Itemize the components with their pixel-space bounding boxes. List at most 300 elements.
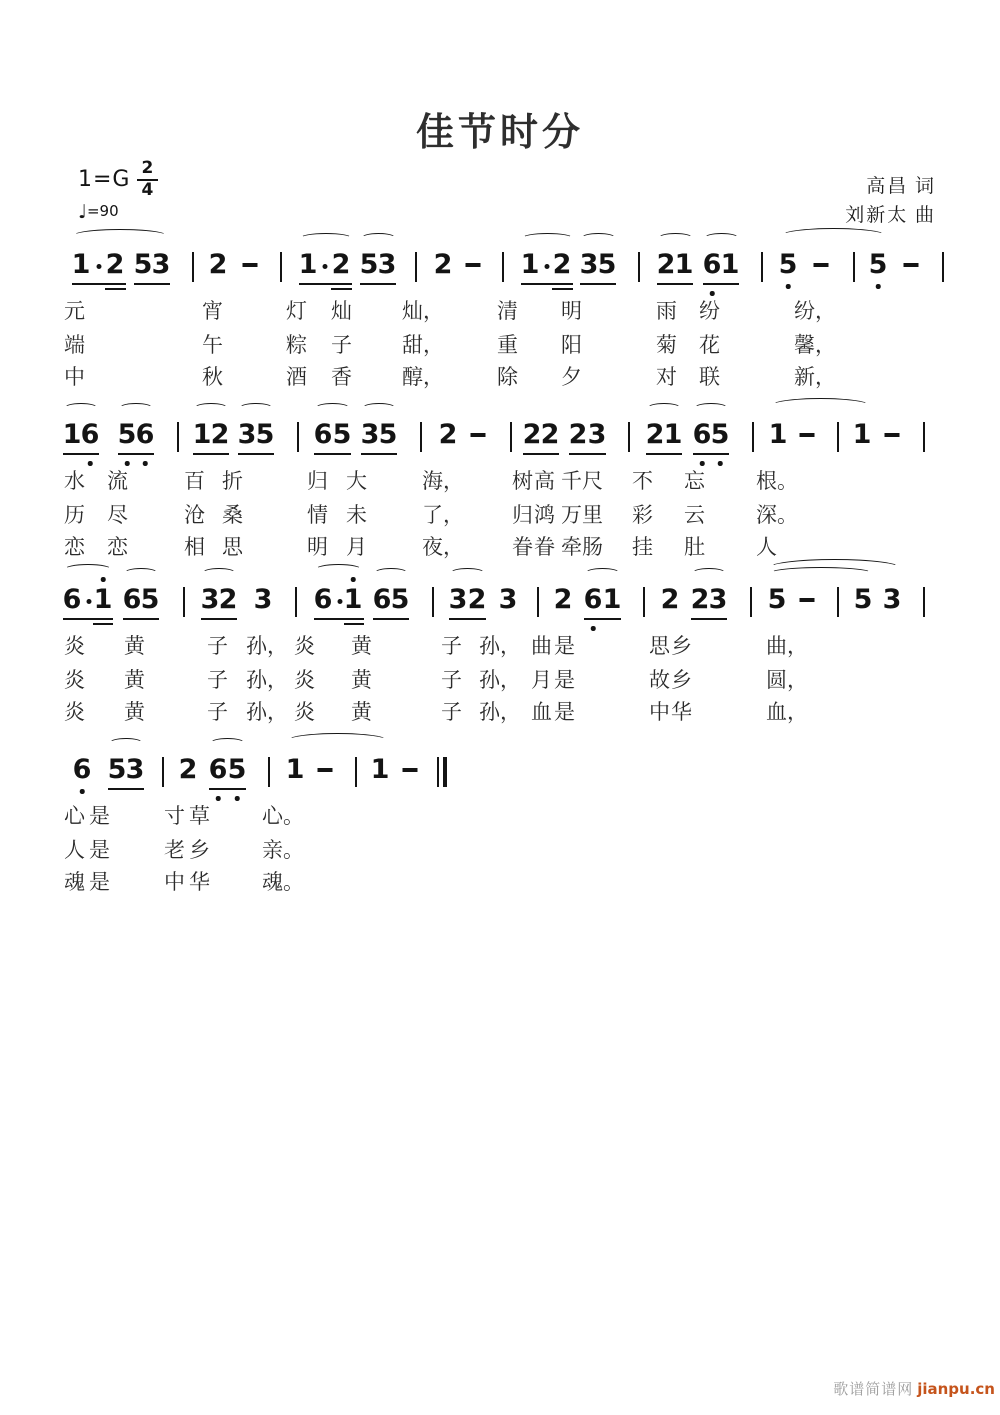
lyric-syllable: 折 <box>222 469 243 493</box>
barline <box>355 757 357 787</box>
slur-arc <box>704 233 739 243</box>
lyric-syllable: 思 <box>222 535 243 559</box>
beam-line-2 <box>93 623 113 625</box>
note-digit: 5 <box>378 419 398 450</box>
barline <box>853 252 855 282</box>
quarter-note-icon: ♩ <box>78 201 87 223</box>
slur-arc <box>450 568 485 578</box>
lyric-syllable: 纷 <box>699 299 720 323</box>
lyric-syllable: 彩 <box>632 503 653 527</box>
note-digit: 5 <box>332 419 352 450</box>
slur-arc <box>109 738 143 748</box>
lyric-syllable: 水 <box>64 469 85 493</box>
slur-arc <box>64 403 98 413</box>
lyric-syllable: 清 <box>497 299 518 323</box>
note-digit: 3 <box>587 419 607 450</box>
lyric-syllable: 炎 <box>294 700 315 724</box>
key-label: 1=G <box>78 167 131 193</box>
lyric-syllable: 元 <box>64 299 85 323</box>
note-digit: 1 <box>852 419 872 450</box>
lyric-syllable: 夕 <box>561 365 582 389</box>
note-digit: 2 <box>208 249 228 280</box>
lyric-syllable: 黄 <box>124 700 145 724</box>
note-digit: 5 <box>140 584 160 615</box>
barline <box>192 252 194 282</box>
lyric-syllable: 孙， <box>479 668 521 692</box>
system <box>0 755 1000 915</box>
lyric-syllable: 孙， <box>246 668 288 692</box>
slur-arc <box>771 398 870 413</box>
lyric-syllable: 血 <box>531 700 552 724</box>
note-digit: 6 <box>72 754 92 785</box>
lyric-syllable: 炎 <box>64 700 85 724</box>
beam-line-2 <box>344 623 364 625</box>
beam-line <box>72 283 126 285</box>
note-digit: 1 <box>520 249 540 280</box>
lyric-syllable: 鸿 <box>534 503 555 527</box>
lyric-syllable: 海， <box>422 469 464 493</box>
slur-arc <box>72 229 168 243</box>
duration-dash <box>243 263 258 267</box>
low-octave-dot <box>216 796 221 801</box>
lyric-syllable: 根。 <box>756 469 798 493</box>
note-digit: 1 <box>663 419 683 450</box>
lyric-syllable: 里 <box>582 503 603 527</box>
note-digit: 5 <box>133 249 153 280</box>
note-digit: 1 <box>62 419 82 450</box>
beam-line <box>693 453 729 455</box>
duration-dash <box>471 433 486 437</box>
beam-line <box>569 453 606 455</box>
barline <box>510 422 512 452</box>
lyric-syllable: 宵 <box>202 299 223 323</box>
note-digit: 6 <box>122 584 142 615</box>
lyric-syllable: 炎 <box>294 668 315 692</box>
note-digit: 1 <box>285 754 305 785</box>
lyric-syllable: 菊 <box>656 333 677 357</box>
note-digit: 1 <box>674 249 694 280</box>
beam-line-2 <box>331 288 352 290</box>
note-digit: 6 <box>208 754 228 785</box>
duration-dash <box>904 263 919 267</box>
system <box>0 585 1000 745</box>
note-digit: 5 <box>227 754 247 785</box>
lyric-syllable: 炎 <box>294 634 315 658</box>
barline <box>162 757 164 787</box>
barline <box>268 757 270 787</box>
site-watermark <box>833 1378 995 1399</box>
note-digit: 5 <box>767 584 787 615</box>
lyric-syllable: 血， <box>766 700 808 724</box>
barline <box>942 252 944 282</box>
lyric-syllable: 炎 <box>64 668 85 692</box>
note-digit: 2 <box>540 419 560 450</box>
slur-arc <box>361 233 396 243</box>
lyric-syllable: 子 <box>441 634 462 658</box>
low-octave-dot <box>786 284 791 289</box>
lyric-syllable: 子 <box>207 700 228 724</box>
slur-arc <box>315 564 362 575</box>
slur-arc <box>239 403 273 413</box>
lyric-syllable: 故 <box>649 668 670 692</box>
lyric-syllable: 曲， <box>766 634 808 658</box>
note-digit: 3 <box>151 249 171 280</box>
lyric-syllable: 花 <box>699 333 720 357</box>
duration-dash <box>403 768 418 772</box>
duration-dash <box>800 433 815 437</box>
lyric-syllable: 中 <box>64 365 85 389</box>
slur-arc <box>194 403 228 413</box>
beam-line <box>646 453 682 455</box>
note-digit: 2 <box>218 584 238 615</box>
lyric-syllable: 黄 <box>351 634 372 658</box>
barline <box>502 252 504 282</box>
lyric-syllable: 香 <box>331 365 352 389</box>
note-digit: 6 <box>692 419 712 450</box>
slur-arc <box>64 564 112 575</box>
note-digit: 2 <box>331 249 351 280</box>
lyric-syllable: 黄 <box>124 668 145 692</box>
note-digit: 5 <box>710 419 730 450</box>
lyric-syllable: 魂 <box>64 870 85 894</box>
note-digit: 2 <box>522 419 542 450</box>
barline <box>750 587 752 617</box>
note-digit: 6 <box>313 584 333 615</box>
note-digit: 6 <box>702 249 722 280</box>
note-digit: 6 <box>80 419 100 450</box>
beam-line <box>299 283 352 285</box>
site-url: jianpu.cn <box>917 1380 995 1398</box>
barline <box>177 422 179 452</box>
beam-line <box>521 283 573 285</box>
beam-line <box>449 618 486 620</box>
lyric-syllable: 人 <box>756 535 777 559</box>
lyric-syllable: 黄 <box>351 700 372 724</box>
lyric-syllable: 是 <box>554 668 575 692</box>
note-digit: 5 <box>117 419 137 450</box>
duration-dash <box>800 598 815 602</box>
lyric-syllable: 高 <box>534 469 555 493</box>
lyric-syllable: 相 <box>184 535 205 559</box>
lyric-syllable: 不 <box>632 469 653 493</box>
beam-line <box>63 453 99 455</box>
note-digit: 6 <box>135 419 155 450</box>
lyric-syllable: 甜， <box>402 333 444 357</box>
lyric-syllable: 灿 <box>331 299 352 323</box>
note-digit: 2 <box>105 249 125 280</box>
note-digit: 3 <box>125 754 145 785</box>
note-digit: 3 <box>498 584 518 615</box>
beam-line <box>63 618 113 620</box>
lyric-syllable: 眷 <box>534 535 555 559</box>
lyric-syllable: 夜， <box>422 535 464 559</box>
duration-dash <box>885 433 900 437</box>
beam-line <box>134 283 170 285</box>
lyric-syllable: 深。 <box>756 503 798 527</box>
lyric-syllable: 是 <box>554 634 575 658</box>
note-digit: 3 <box>708 584 728 615</box>
lyric-syllable: 除 <box>497 365 518 389</box>
note-digit: 2 <box>656 249 676 280</box>
beam-line-2 <box>105 288 126 290</box>
note-digit: 5 <box>853 584 873 615</box>
note-digit: 5 <box>868 249 888 280</box>
beam-line <box>691 618 727 620</box>
lyric-syllable: 是 <box>554 700 575 724</box>
lyric-syllable: 草 <box>189 804 210 828</box>
duration-dash <box>466 263 481 267</box>
dot-after-note <box>323 264 328 269</box>
lyric-syllable: 尺 <box>582 469 603 493</box>
lyric-syllable: 孙， <box>246 700 288 724</box>
barline <box>628 422 630 452</box>
note-digit: 3 <box>253 584 273 615</box>
lyric-syllable: 牵 <box>561 535 582 559</box>
lyric-syllable: 大 <box>346 469 367 493</box>
note-digit: 2 <box>210 419 230 450</box>
lyric-syllable: 肠 <box>582 535 603 559</box>
lyric-syllable: 眷 <box>512 535 533 559</box>
lyric-syllable: 醇， <box>402 365 444 389</box>
slur-arc <box>124 568 158 578</box>
note-digit: 3 <box>237 419 257 450</box>
lyricist-credit: 高昌 词 <box>866 176 936 197</box>
barline <box>420 422 422 452</box>
beam-line <box>314 453 351 455</box>
lyric-syllable: 是 <box>89 838 110 862</box>
beam-line <box>193 453 229 455</box>
lyric-syllable: 心。 <box>262 804 304 828</box>
note-digit: 2 <box>645 419 665 450</box>
slur-arc <box>374 568 408 578</box>
lyric-syllable: 子 <box>207 668 228 692</box>
lyric-syllable: 秋 <box>202 365 223 389</box>
note-digit: 1 <box>602 584 622 615</box>
lyric-syllable: 肚 <box>684 535 705 559</box>
lyric-syllable: 云 <box>684 503 705 527</box>
barline <box>923 587 925 617</box>
lyric-syllable: 馨， <box>794 333 836 357</box>
lyric-syllable: 端 <box>64 333 85 357</box>
slur-arc <box>300 233 352 243</box>
lyric-syllable: 挂 <box>632 535 653 559</box>
lyric-syllable: 灯 <box>286 299 307 323</box>
beam-line <box>118 453 154 455</box>
slur-arc <box>581 233 616 243</box>
low-octave-dot <box>80 789 85 794</box>
note-digit: 5 <box>359 249 379 280</box>
note-digit: 5 <box>107 754 127 785</box>
final-barline-thin <box>437 757 439 787</box>
lyric-syllable: 孙， <box>479 700 521 724</box>
lyric-syllable: 尽 <box>107 503 128 527</box>
note-digit: 3 <box>448 584 468 615</box>
low-octave-dot <box>88 461 93 466</box>
lyric-syllable: 华 <box>189 870 210 894</box>
high-octave-dot <box>351 577 356 582</box>
note-digit: 2 <box>178 754 198 785</box>
barline <box>280 252 282 282</box>
lyric-syllable: 子 <box>441 700 462 724</box>
note-digit: 2 <box>433 249 453 280</box>
barline <box>537 587 539 617</box>
barline <box>415 252 417 282</box>
lyric-syllable: 午 <box>202 333 223 357</box>
lyric-syllable: 老 <box>164 838 185 862</box>
note-digit: 1 <box>192 419 212 450</box>
lyric-syllable: 华 <box>671 700 692 724</box>
lyric-syllable: 了， <box>422 503 464 527</box>
barline <box>752 422 754 452</box>
note-digit: 1 <box>93 584 113 615</box>
dot-after-note <box>545 264 550 269</box>
meter-numerator: 2 <box>137 160 158 181</box>
dot-after-note <box>97 264 102 269</box>
lyric-syllable: 是 <box>89 870 110 894</box>
note-digit: 5 <box>597 249 617 280</box>
lyric-syllable: 纷， <box>794 299 836 323</box>
slur-arc <box>210 738 245 748</box>
lyric-syllable: 中 <box>164 870 185 894</box>
low-octave-dot <box>235 796 240 801</box>
final-barline-thick <box>443 757 447 787</box>
composer-credit: 刘新太 曲 <box>845 205 936 226</box>
lyric-syllable: 月 <box>346 535 367 559</box>
lyric-syllable: 炎 <box>64 634 85 658</box>
note-digit: 6 <box>372 584 392 615</box>
tempo-value: =90 <box>86 202 119 220</box>
lyric-syllable: 历 <box>64 503 85 527</box>
note-digit: 3 <box>360 419 380 450</box>
lyric-syllable: 乡 <box>189 838 210 862</box>
lyric-syllable: 桑 <box>222 503 243 527</box>
note-digit: 5 <box>255 419 275 450</box>
lyric-syllable: 乡 <box>671 668 692 692</box>
barline <box>638 252 640 282</box>
low-octave-dot <box>591 626 596 631</box>
beam-line <box>360 283 396 285</box>
lyric-syllable: 是 <box>89 804 110 828</box>
beam-line <box>657 283 693 285</box>
lyric-syllable: 人 <box>64 838 85 862</box>
slur-arc <box>287 733 388 748</box>
lyric-syllable: 忘 <box>684 469 705 493</box>
beam-line <box>238 453 274 455</box>
beam-line <box>201 618 237 620</box>
beam-line <box>314 618 364 620</box>
note-digit: 2 <box>552 249 572 280</box>
barline <box>295 587 297 617</box>
note-digit: 6 <box>583 584 603 615</box>
slur-arc <box>119 403 153 413</box>
note-digit: 6 <box>313 419 333 450</box>
dot-after-note <box>338 599 343 604</box>
lyric-syllable: 流 <box>107 469 128 493</box>
note-digit: 1 <box>370 754 390 785</box>
system <box>0 420 1000 580</box>
barline <box>837 587 839 617</box>
lyric-syllable: 心 <box>64 804 85 828</box>
note-digit: 3 <box>882 584 902 615</box>
beam-line <box>580 283 616 285</box>
duration-dash <box>814 263 829 267</box>
lyric-syllable: 恋 <box>64 535 85 559</box>
note-digit: 5 <box>390 584 410 615</box>
low-octave-dot <box>876 284 881 289</box>
beam-line <box>523 453 559 455</box>
note-digit: 2 <box>553 584 573 615</box>
lyric-syllable: 思 <box>649 634 670 658</box>
lyric-syllable: 重 <box>497 333 518 357</box>
note-digit: 3 <box>579 249 599 280</box>
lyric-syllable: 圆， <box>766 668 808 692</box>
lyric-syllable: 新， <box>794 365 836 389</box>
lyric-syllable: 恋 <box>107 535 128 559</box>
lyric-syllable: 酒 <box>286 365 307 389</box>
slur-arc <box>585 568 620 578</box>
barline <box>297 422 299 452</box>
note-digit: 5 <box>778 249 798 280</box>
lyric-syllable: 归 <box>512 503 533 527</box>
lyric-syllable: 千 <box>561 469 582 493</box>
lyric-syllable: 子 <box>331 333 352 357</box>
lyric-syllable: 对 <box>656 365 677 389</box>
note-digit: 2 <box>467 584 487 615</box>
lyric-syllable: 明 <box>307 535 328 559</box>
note-digit: 3 <box>200 584 220 615</box>
lyric-syllable: 联 <box>699 365 720 389</box>
barline <box>183 587 185 617</box>
lyric-syllable: 万 <box>561 503 582 527</box>
lyric-syllable: 曲 <box>531 634 552 658</box>
lyric-syllable: 黄 <box>124 634 145 658</box>
beam-line <box>703 283 739 285</box>
note-digit: 1 <box>768 419 788 450</box>
note-digit: 2 <box>568 419 588 450</box>
slur-arc <box>781 228 886 243</box>
beam-line-2 <box>552 288 573 290</box>
lyric-syllable: 乡 <box>671 634 692 658</box>
song-title: 佳节时分 <box>415 112 584 154</box>
low-octave-dot <box>143 461 148 466</box>
barline <box>643 587 645 617</box>
beam-line <box>209 788 246 790</box>
lyric-syllable: 未 <box>346 503 367 527</box>
beam-line <box>373 618 409 620</box>
note-digit: 1 <box>298 249 318 280</box>
lyric-syllable: 树 <box>512 469 533 493</box>
note-digit: 1 <box>71 249 91 280</box>
lyric-syllable: 百 <box>184 469 205 493</box>
note-digit: 2 <box>660 584 680 615</box>
note-digit: 1 <box>720 249 740 280</box>
note-digit: 2 <box>690 584 710 615</box>
lyric-syllable: 孙， <box>479 634 521 658</box>
slur-arc <box>694 403 728 413</box>
lyric-syllable: 粽 <box>286 333 307 357</box>
lyric-syllable: 亲。 <box>262 838 304 862</box>
barline <box>761 252 763 282</box>
lyric-syllable: 孙， <box>246 634 288 658</box>
duration-dash <box>318 768 333 772</box>
lyric-syllable: 沧 <box>184 503 205 527</box>
slur-arc <box>315 403 350 413</box>
note-digit: 2 <box>438 419 458 450</box>
lyric-syllable: 寸 <box>164 804 185 828</box>
beam-line <box>361 453 397 455</box>
lyric-syllable: 阳 <box>561 333 582 357</box>
lyric-syllable: 雨 <box>656 299 677 323</box>
